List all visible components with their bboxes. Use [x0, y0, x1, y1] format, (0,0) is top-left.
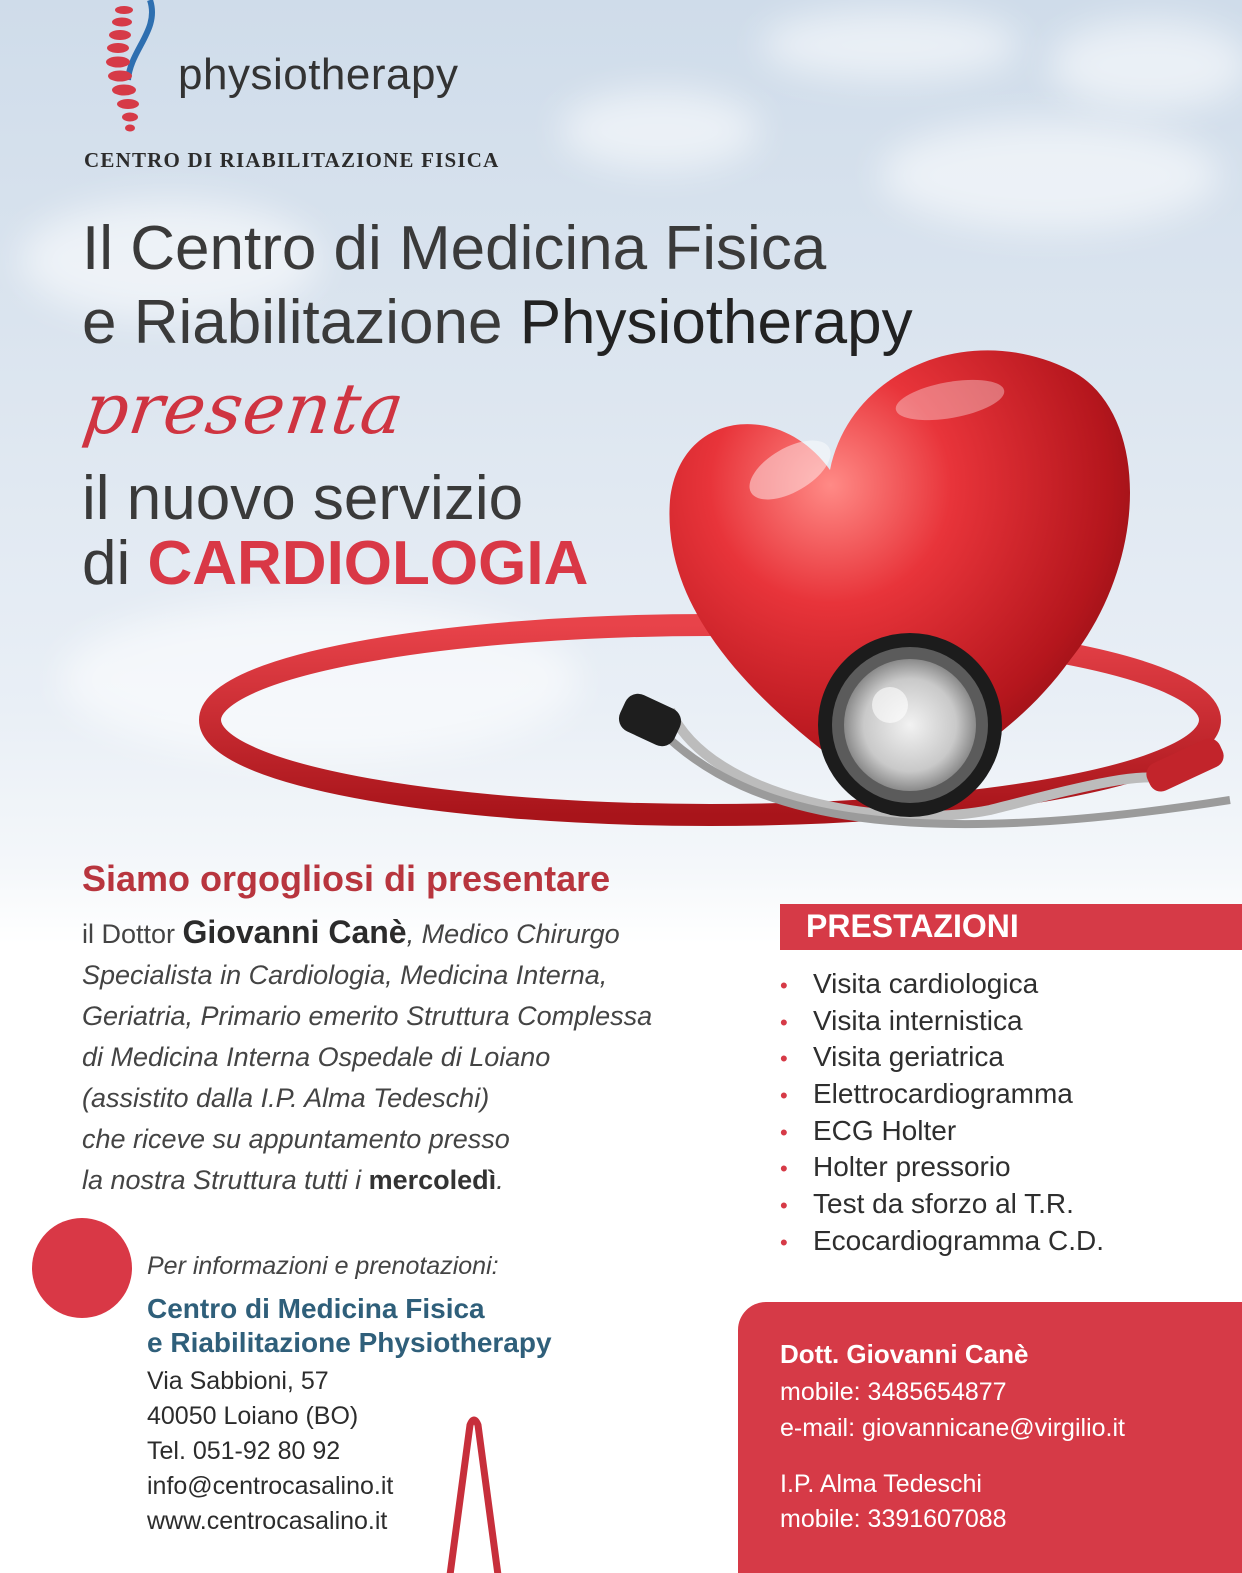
intro-bio-line: di Medicina Interna Ospedale di Loiano — [82, 1042, 551, 1072]
intro-prefix: il Dottor — [82, 919, 183, 949]
ecg-spike-decoration — [440, 1415, 510, 1573]
info-org-line2: e Riabilitazione Physiotherapy — [147, 1327, 552, 1358]
bullet-icon: • — [780, 1083, 788, 1109]
intro-last-suffix: . — [496, 1165, 504, 1195]
list-item — [780, 1113, 1104, 1150]
service-label: ECG Holter — [813, 1114, 957, 1146]
headline-line2-prefix: e Riabilitazione — [82, 288, 520, 357]
cloud — [1050, 20, 1242, 110]
bullet-icon: • — [780, 1046, 788, 1072]
service-label: Visita internistica — [813, 1004, 1023, 1036]
bullet-icon: • — [780, 1193, 788, 1219]
brand-subtitle: CENTRO DI RIABILITAZIONE FISICA — [84, 148, 500, 172]
cloud — [880, 120, 1220, 230]
intro-heading: Siamo orgogliosi di presentare — [82, 858, 611, 899]
cloud — [760, 10, 1020, 80]
intro-day: mercoledì — [368, 1165, 497, 1195]
list-item — [780, 1149, 1104, 1186]
headline-cardiologia: CARDIOLOGIA — [147, 529, 589, 598]
service-label: Ecocardiogramma C.D. — [813, 1224, 1104, 1256]
intro-bio-line: Geriatria, Primario emerito Struttura Complessa — [82, 1001, 653, 1031]
service-label: Elettrocardiogramma — [813, 1078, 1073, 1110]
list-item — [780, 1003, 1104, 1040]
headline-line2-strong: Physiotherapy — [519, 288, 913, 357]
intro-bio-line — [82, 912, 652, 955]
headline-line4 — [82, 529, 589, 598]
headline-script-word: presenta — [78, 368, 410, 450]
info-lead: Per informazioni e prenotazioni: — [147, 1252, 499, 1280]
service-label: Test da sforzo al T.R. — [813, 1188, 1074, 1220]
address-street: Via Sabbioni, 57 — [147, 1367, 329, 1395]
service-label: Visita cardiologica — [813, 968, 1039, 999]
website-link[interactable]: www.centrocasalino.it — [147, 1507, 388, 1535]
contact-nurse-name: I.P. Alma Tedeschi — [780, 1470, 982, 1498]
info-org-line1: Centro di Medicina Fisica — [147, 1293, 485, 1324]
intro-bio-line: Specialista in Cardiologia, Medicina Interna, — [82, 960, 608, 990]
doctor-title: , Medico Chirurgo — [406, 919, 620, 949]
contact-nurse-mobile[interactable]: mobile: 3391607088 — [780, 1505, 1007, 1533]
address-city: 40050 Loiano (BO) — [147, 1402, 359, 1430]
headline-line4-prefix: di — [82, 529, 148, 598]
bullet-icon: • — [780, 1229, 788, 1255]
list-item — [780, 1039, 1104, 1076]
bullet-icon: • — [780, 973, 788, 998]
intro-bio-line: che riceve su appuntamento presso — [82, 1124, 510, 1154]
info-address — [147, 1364, 393, 1539]
bullet-icon: • — [780, 1119, 788, 1145]
list-item — [780, 1076, 1104, 1113]
cloud — [560, 90, 760, 170]
doctor-name: Giovanni Canè — [182, 914, 407, 950]
list-item — [780, 1186, 1104, 1223]
info-org — [147, 1292, 552, 1360]
contact-doctor-name: Dott. Giovanni Canè — [780, 1339, 1029, 1369]
service-label: Visita geriatrica — [813, 1041, 1004, 1073]
intro-last-prefix: la nostra Struttura tutti i — [82, 1165, 369, 1195]
intro-bio-line: (assistito dalla I.P. Alma Tedeschi) — [82, 1083, 490, 1113]
spine-logo-icon — [100, 0, 170, 135]
bullet-icon: • — [780, 1009, 788, 1035]
headline-line2 — [82, 288, 913, 357]
red-circle-decoration — [32, 1218, 132, 1318]
contact-doctor-email[interactable]: e-mail: giovannicane@virgilio.it — [780, 1414, 1125, 1442]
list-item — [780, 1223, 1104, 1260]
headline-line1: Il Centro di Medicina Fisica — [82, 214, 827, 283]
services-list — [780, 966, 1104, 1260]
service-label: Holter pressorio — [813, 1151, 1011, 1183]
bullet-icon: • — [780, 1156, 788, 1182]
headline-line3: il nuovo servizio — [82, 464, 524, 533]
intro-bio-line — [82, 1160, 652, 1201]
contact-doctor-mobile[interactable]: mobile: 3485654877 — [780, 1378, 1007, 1406]
intro-bio — [82, 912, 652, 1201]
list-item — [780, 966, 1104, 1003]
services-title: PRESTAZIONI — [806, 908, 1019, 944]
brand-name: physiotherapy — [178, 50, 459, 99]
phone-number: Tel. 051-92 80 92 — [147, 1437, 341, 1465]
email-link[interactable]: info@centrocasalino.it — [147, 1472, 394, 1500]
